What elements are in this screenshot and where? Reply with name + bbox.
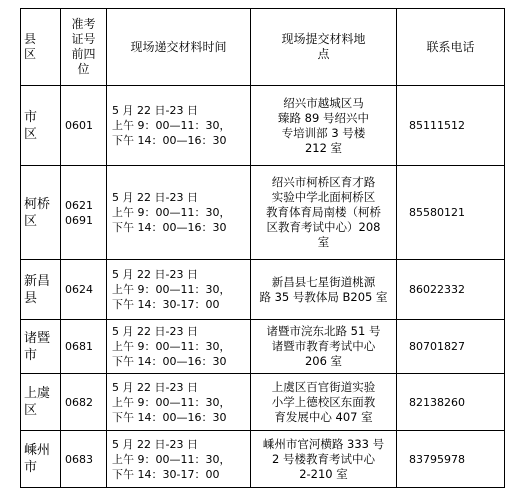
cell-phone: 80701827 [397,320,505,374]
cell-submission-address: 嵊州市官河横路 333 号 2 号楼教育考试中心 2-210 室 [251,431,397,488]
cell-county: 市 区 [21,86,61,166]
cell-phone: 82138260 [397,374,505,431]
table-row [21,86,505,166]
cell-county: 柯桥 区 [21,166,61,260]
cell-submission-address: 绍兴市柯桥区育才路 实验中学北面柯桥区 教育体育局南楼（柯桥 区教育考试中心）208 室 [251,166,397,260]
cell-submission-address: 新昌县七星街道桃源 路 35 号教体局 B205 室 [251,260,397,320]
cell-submission-address: 上虞区百官街道实验 小学上德校区东面教 育发展中心 407 室 [251,374,397,431]
table-row [21,431,505,488]
cell-ticket-prefix: 0683 [61,431,107,488]
submission-table [20,8,505,488]
cell-submission-address: 诸暨市浣东北路 51 号 诸暨市教育考试中心 206 室 [251,320,397,374]
cell-submission-time: 5 月 22 日-23 日 上午 9：00—11：30， 下午 14：00—16：30 [107,166,251,260]
cell-phone: 83795978 [397,431,505,488]
cell-county: 嵊州 市 [21,431,61,488]
cell-submission-time: 5 月 22 日-23 日 上午 9：00—11：30， 下午 14：00—16：30 [107,320,251,374]
cell-submission-time: 5 月 22 日-23 日 上午 9：00—11：30， 下午 14：00—16：30 [107,374,251,431]
cell-ticket-prefix: 0681 [61,320,107,374]
cell-phone: 86022332 [397,260,505,320]
table-row [21,320,505,374]
cell-submission-time: 5 月 22 日-23 日 上午 9：00—11：30， 下午 14：30-17：00 [107,260,251,320]
cell-county: 新昌 县 [21,260,61,320]
cell-county: 诸暨 市 [21,320,61,374]
table-row [21,166,505,260]
header-phone: 联系电话 [397,9,505,86]
cell-phone: 85111512 [397,86,505,166]
cell-county: 上虞 区 [21,374,61,431]
table-header-row [21,9,505,86]
table-row [21,374,505,431]
cell-submission-address: 绍兴市越城区马 臻路 89 号绍兴中 专培训部 3 号楼 212 室 [251,86,397,166]
header-county: 县 区 [21,9,61,86]
cell-submission-time: 5 月 22 日-23 日 上午 9：00—11：30， 下午 14：30-17：00 [107,431,251,488]
cell-submission-time: 5 月 22 日-23 日 上午 9：00—11：30， 下午 14：00—16：30 [107,86,251,166]
cell-ticket-prefix: 0601 [61,86,107,166]
table-row [21,260,505,320]
cell-phone: 85580121 [397,166,505,260]
cell-ticket-prefix: 0682 [61,374,107,431]
cell-ticket-prefix: 0624 [61,260,107,320]
header-ticket-prefix: 准考 证号 前四 位 [61,9,107,86]
header-submission-time: 现场递交材料时间 [107,9,251,86]
cell-ticket-prefix: 0621 0691 [61,166,107,260]
header-submission-address: 现场提交材料地 点 [251,9,397,86]
